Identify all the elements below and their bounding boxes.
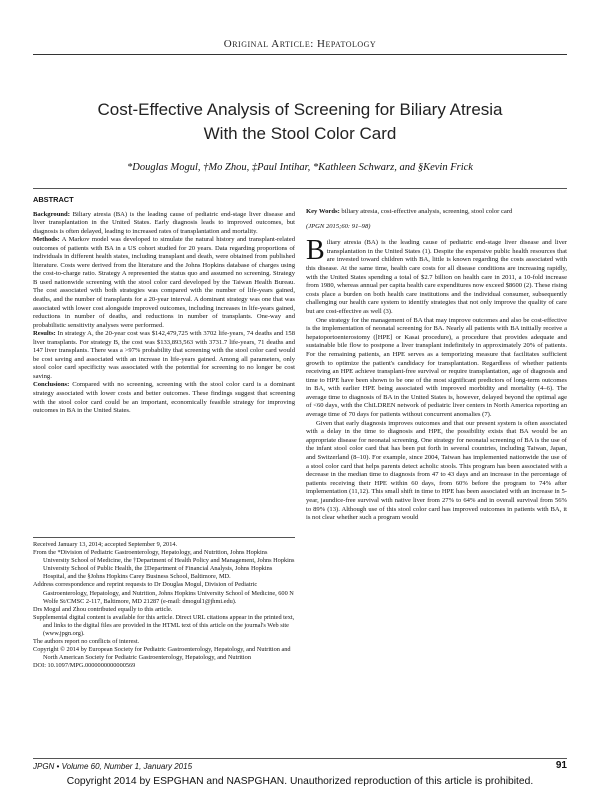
body-paragraph-3: Given that early diagnosis improves outcomes and that our present system is often associated with a delay in the time to diagnosis and HPE, the possibility exists that BA would be an appropriate disease for neonatal screening. One strategy for neonatal screening of BA is the use of the infant stool color card that has been put forth in several countries, including Taiwan, Japan, and Switzerland (8–10). For example, since 2004, Taiwan has implemented nationwide the use of a stool color card that helps parents detect acholic stools. This program has been associated with a decrease in the median time to diagnosis from 47 to 43 days and an increase in the percentage of patients receiving their HPE within 60 days, from 60% before the program to 74% after implementation (11,12). This small shift in time to HPE has been associated with an increase in 5-year, jaundice-free survival with native liver from 27% to 64% and in overall survival from 56% to 89% (13). Although use of this stool color card has improved outcomes in patients with BA, it is not clear whether such a program would xyxy=(306,419,567,522)
methods-text: A Markov model was developed to simulate the natural history and transplant-related outcomes of patients with BA in a US cohort studied for 20 years. Data regarding proportions of individuals in different health states, including transplant and death, were obtained from published literature. Costs were derived from the literature and the Johns Hopkins database of charges using the cost-to-charge ratio. Strategy A represented the status quo and assumed no screening. Strategy B used nationwide screening with the stool color card developed by the Taiwan Health Bureau. The cost associated with both strategies was compared with the number of life-years gained, deaths, and the number of transplants for a 20-year interval. A dominant strategy was one that was associated with lower cost alongside improved outcomes, including increases in life-years gained, reductions in number of deaths, and reductions in number of transplants. One-way and probabilistic sensitivity analyses were performed. xyxy=(33,236,295,329)
body-column xyxy=(306,208,567,523)
conclusions-text: Compared with no screening, screening with the stool color card is a dominant strategy associated with lower costs and better outcomes. These findings suggest that screening with the stool color card could be an important, economically feasible strategy for improving outcomes in BA in the United States. xyxy=(33,381,296,415)
background-text: Biliary atresia (BA) is the leading cause of pediatric end-stage liver disease and liver transplantation in the United States. Early diagnosis leads to improved outcomes, but diagnosis is often delayed, leading to increased rates of transplantation and mortality. xyxy=(33,210,295,235)
address-note: Address correspondence and reprint requests to Dr Douglas Mogul, Division of Pediatric Gastroenterology, Hepatology, and Nutrition, Johns Hopkins University School of Medicine, 600 N Wolfe St/CMSC 2-117, Baltimore, MD 21287 (e-mail: dmogul1@jhmi.edu). xyxy=(33,581,294,605)
supplemental-note: Supplemental digital content is available for this article. Direct URL citations appear in the printed text, and links to the digital files are provided in the HTML text of this article on the journal's Web site (www.jpgn.org). xyxy=(33,613,295,638)
abstract-background xyxy=(33,211,295,237)
keywords xyxy=(306,208,567,217)
title-line-1: Cost-Effective Analysis of Screening for Biliary Atresia xyxy=(97,100,503,119)
abstract-results xyxy=(33,330,295,381)
copyright-banner: Copyright 2014 by ESPGHAN and NASPGHAN. Unauthorized reproduction of this article is prohibited. xyxy=(66,776,534,787)
keywords-label: Key Words: xyxy=(306,208,340,215)
copyright-note: Copyright © 2014 by European Society for Pediatric Gastroenterology, Hepatology, and Nutrition and North American Society for Pediatric Gastroenterology, Hepatology, and Nutrition xyxy=(33,646,291,662)
header-rule xyxy=(33,54,567,55)
footnotes xyxy=(33,537,295,671)
author-list: *Douglas Mogul, †Mo Zhou, ‡Paul Intihar, *Kathleen Schwarz, and §Kevin Frick xyxy=(127,162,473,173)
footnote-rule xyxy=(33,537,295,538)
results-label: Results: xyxy=(33,330,56,338)
background-label: Background: xyxy=(33,210,70,218)
body-paragraph-1 xyxy=(306,235,567,316)
footer-rule xyxy=(33,758,567,759)
article-title xyxy=(40,98,560,146)
paragraph-1-text: iliary atresia (BA) is the leading cause of pediatric end-stage liver disease and liver transplantation in the United States (1). Despite the expensive public health resources that are invested toward children with BA, little is known regarding the costs associated with this disease. At the same time, health care costs for all disease conditions are increasing rapidly, with the United States spending a total of $2.7 billion on health care in 2011, a 10-fold increase from 1980, whereas annual per capita health care expenditures now exceed $8600 (2). These rising costs place a burden on both health care institutions and the individual consumer, subsequently challenging our health care system to identify strategies that not only improve the quality of care but are cost-effective as well (3). xyxy=(306,239,567,315)
results-text: In strategy A, the 20-year cost was $142,479,725 with 3702 life-years, 74 deaths and 158 liver transplants. For strategy B, the cost was $133,893,563 with 3731.7 life-years, 71 deaths and 147 liver transplants. There was a >97% probability that screening with the stool color card would be cost saving and associated with an increase in life-years gained. Among all parameters, only stool color card specificity was associated with the potential for screening to no longer be cost saving. xyxy=(33,330,296,380)
page-number: 91 xyxy=(555,760,567,771)
received-note: Received January 13, 2014; accepted September 9, 2014. xyxy=(33,541,178,548)
abstract-conclusions xyxy=(33,381,295,415)
abstract-column xyxy=(33,196,295,416)
section-label: Original Article: Hepatology xyxy=(223,38,377,50)
abstract-rule xyxy=(33,188,567,189)
conclusions-label: Conclusions: xyxy=(33,381,70,389)
abstract-heading: ABSTRACT xyxy=(33,195,74,204)
journal-footer: JPGN • Volume 60, Number 1, January 2015 xyxy=(33,762,193,771)
methods-label: Methods: xyxy=(33,236,60,244)
body-paragraph-2: One strategy for the management of BA that may improve outcomes and also be cost-effective is the implementation of neonatal screening for BA. Nearly all patients with BA initially receive a hepatoportoenterostomy ([HPE] or Kasai procedure), a procedure that provides adequate and sustainable bile flow to postpone a liver transplant indefinitely in approximately 20% of patients. For the remaining patients, an HPE serves as a temporizing measure that facilitates sufficient growth to optimize the patient's candidacy for transplantation. Regardless of whether patients receiving an HPE achieve transplant-free survival or require transplantation, age of diagnosis and time to HPE have been shown to be one of the most significant predictors of long-term outcomes in BA, with earlier HPE being associated with improved morbidity and mortality (4–6). The average time to diagnosis of BA in the United States is, however, delayed beyond the optimal age of <60 days, with the ChiLDREN network of pediatric liver centers in North America reporting an average time of 70 days for patients without concurrent anomalies (7). xyxy=(306,316,567,419)
citation: (JPGN 2015;60: 91–98) xyxy=(306,222,371,230)
conflicts-note: The authors report no conflicts of interest. xyxy=(33,638,140,646)
affiliation-note: From the *Division of Pediatric Gastroenterology, Hepatology, and Nutrition, Johns Hopkins University School of Medicine, the †Department of Health Policy and Management, Johns Hopkins University School of Public Health, the ‡Department of Financial Analysis, Johns Hopkins Hospital, and the §Johns Hopkins Carey Business School, Baltimore, MD. xyxy=(33,549,295,581)
keywords-text: biliary atresia, cost-effective analysis, screening, stool color card xyxy=(341,208,513,215)
title-line-2: With the Stool Color Card xyxy=(203,124,397,143)
contribution-note: Drs Mogul and Zhou contributed equally to this article. xyxy=(33,605,173,613)
doi-note[interactable]: DOI: 10.1097/MPG.0000000000000569 xyxy=(33,662,136,670)
drop-cap: B xyxy=(306,235,325,267)
abstract-methods xyxy=(33,236,295,330)
